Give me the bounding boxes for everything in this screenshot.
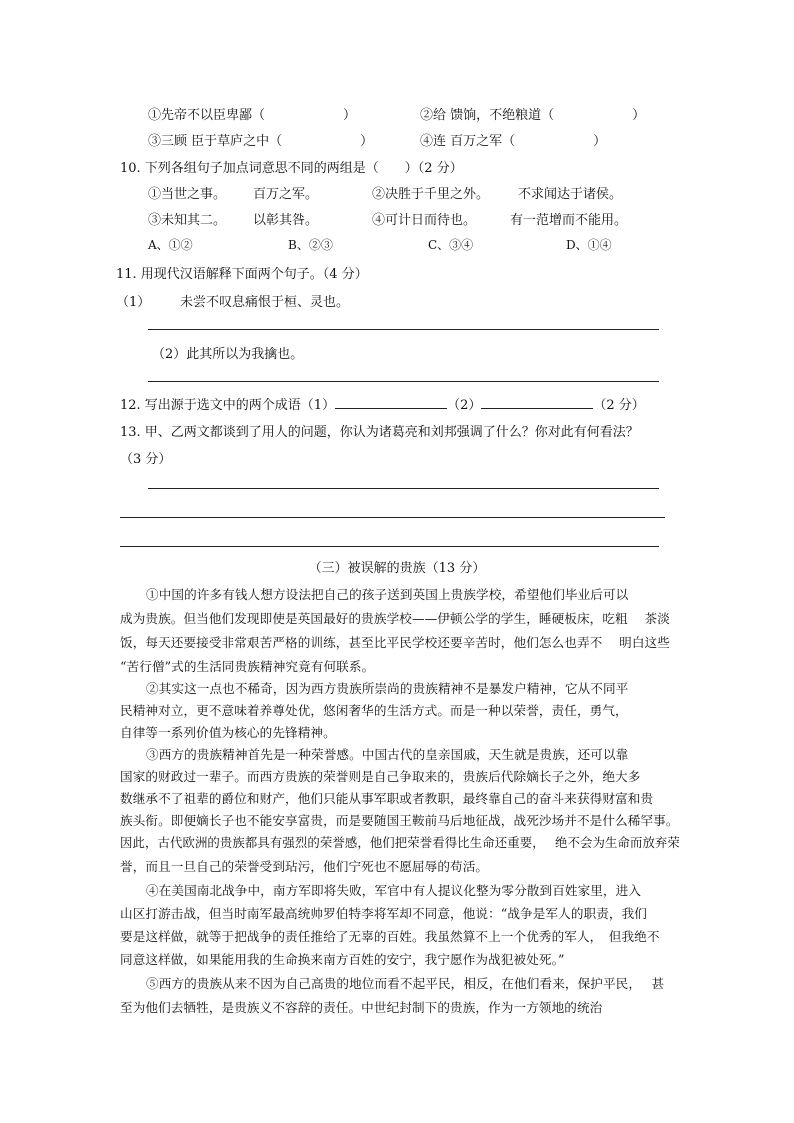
passage-line: 自律等一系列价值为核心的先锋精神。 <box>120 725 336 740</box>
passage-line: ③西方的贵族精神首先是一种荣誉感。中国古代的皇亲国戚，天生就是贵族，还可以靠 <box>146 747 629 762</box>
q10-row1-c: ②决胜于千里之外。 <box>372 187 490 202</box>
q13-answer-line-3[interactable] <box>120 546 659 547</box>
q12-middle: （2） <box>447 398 482 413</box>
q10-row1-d: 不求闻达于诸侯。 <box>518 187 623 202</box>
q12-score: （2 分） <box>593 398 645 413</box>
q10-option-d: D、①④ <box>566 238 612 252</box>
q13-score: （3 分） <box>120 452 172 467</box>
passage-line: ①中国的许多有钱人想方设法把自己的孩子送到英国上贵族学校，希望他们毕业后可以 <box>146 587 629 602</box>
q11-stem: 11. 用现代汉语解释下面两个句子。（4 分） <box>116 267 368 282</box>
passage-line: 成为贵族。但当他们发现即使是英国最好的贵族学校——伊顿公学的学生，睡硬板床，吃粗 茶淡 <box>120 611 670 626</box>
q12-answer-blank-1[interactable] <box>335 396 447 409</box>
passage-line: 饭，每天还要接受非常艰苦严格的训练，甚至比平民学校还要辛苦时，他们怎么也弄不 明白这些 <box>120 635 670 650</box>
q12-row <box>120 394 645 413</box>
q11-sentence1: 未尝不叹息痛恨于桓、灵也。 <box>180 295 350 310</box>
q10-row1-b: 百万之军。 <box>253 187 319 202</box>
q10-row2-b: 以彰其咎。 <box>253 213 319 228</box>
passage-line: 族头衔。即便嫡长子也不能安享富贵，而是要随国王鞍前马后地征战，战死沙场并不是什么稀罕事。 <box>120 813 679 828</box>
passage-line: ④在美国南北战争中，南方军即将失败，军官中有人提议化整为零分散到百姓家里，进入 <box>146 883 642 898</box>
passage-line: 国家的财政过一辈子。而西方贵族的荣誉则是自己争取来的，贵族后代除嫡长子之外，绝大多 <box>120 769 641 784</box>
q11-sentence1-number: （1） <box>116 295 151 310</box>
q11-answer-line-1[interactable] <box>148 329 659 330</box>
q10-stem: 10. 下列各组句子加点词意思不同的两组是（ ）（2 分） <box>120 161 463 176</box>
q10-row2-d: 有一范增而不能用。 <box>510 213 628 228</box>
passage-line: ⑤西方的贵族从来不因为自己高贵的地位而看不起平民，相反，在他们看来，保护平民， 甚 <box>146 976 665 991</box>
q12-stem: 12. 写出源于选文中的两个成语（1） <box>120 398 336 413</box>
passage-line: 要是这样做，就等于把战争的责任推给了无辜的百姓。我虽然算不上一个优秀的军人， 但我绝不 <box>120 929 660 944</box>
q13-answer-line-1[interactable] <box>148 488 659 489</box>
passage-line: “苦行僧”式的生活同贵族精神究竟有何联系。 <box>120 659 375 674</box>
q11-answer-line-2[interactable] <box>148 381 659 382</box>
q13-stem: 13. 甲、乙两文都谈到了用人的问题，你认为诸葛亮和刘邦强调了什么？你对此有何看法？ <box>120 425 639 440</box>
q9-item-3: ③三顾 臣于草庐之中（ ） <box>148 134 374 149</box>
passage-line: 誉，而且一旦自己的荣誉受到玷污，他们宁死也不愿屈辱的苟活。 <box>120 859 489 874</box>
q10-row2-c: ④可计日而待也。 <box>372 213 477 228</box>
q9-item-2: ②给 馈饷，不绝粮道（ ） <box>420 108 646 123</box>
q9-item-1: ①先帝不以臣卑鄙（ ） <box>148 108 357 123</box>
q13-answer-line-2[interactable] <box>120 517 665 518</box>
q10-option-a: A、①② <box>148 238 193 252</box>
passage-line: 同意这样做，如果能用我的生命换来南方百姓的安宁，我宁愿作为战犯被处死。” <box>120 952 565 967</box>
q9-item-4: ④连 百万之军（ ） <box>420 134 607 149</box>
passage-line: 数继承不了祖辈的爵位和财产，他们只能从事军职或者教职，最终靠自己的奋斗来获得财富和贵 <box>120 791 654 806</box>
passage-line: 至为他们去牺牲，是贵族义不容辞的责任。中世纪封制下的贵族，作为一方领地的统治 <box>120 1000 603 1015</box>
passage-line: 山区打游击战，但当时南军最高统帅罗伯特李将军却不同意，他说：“战争是军人的职责，我们 <box>120 906 647 921</box>
q10-row1-a: ①当世之事。 <box>148 187 227 202</box>
q10-row2-a: ③未知其二。 <box>148 213 227 228</box>
section-title: （三）被误解的贵族（13 分） <box>308 561 486 576</box>
q10-option-c: C、③④ <box>428 238 474 252</box>
passage-line: ②其实这一点也不稀奇，因为西方贵族所崇尚的贵族精神不是暴发户精神，它从不同平 <box>146 681 629 696</box>
q12-answer-blank-2[interactable] <box>481 396 593 409</box>
passage-line: 因此，古代欧洲的贵族都具有强烈的荣誉感，他们把荣誉看得比生命还重要， 绝不会为生命而放弃荣 <box>120 835 680 850</box>
q10-option-b: B、②③ <box>288 238 333 252</box>
passage-line: 民精神对立，更不意味着养尊处优，悠闲奢华的生活方式。而是一种以荣誉，责任，勇气， <box>120 703 628 718</box>
q11-sentence2: （2）此其所以为我擒也。 <box>152 347 304 362</box>
